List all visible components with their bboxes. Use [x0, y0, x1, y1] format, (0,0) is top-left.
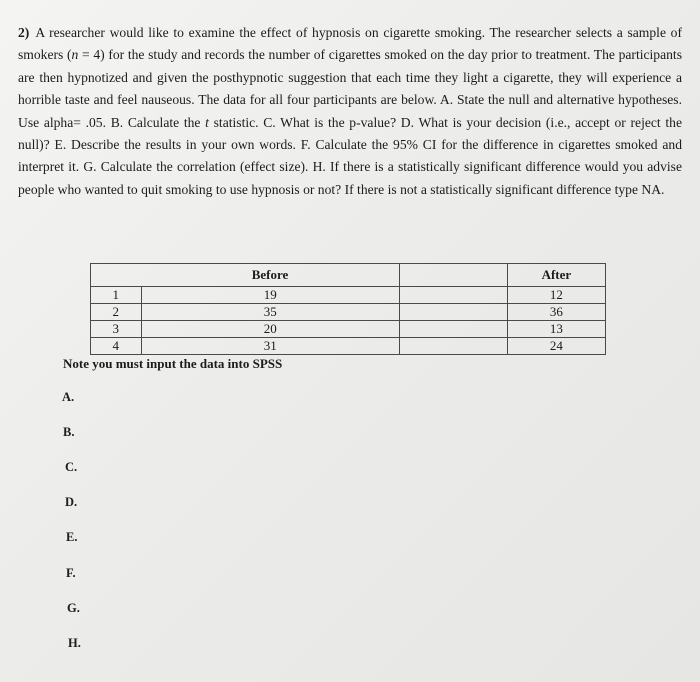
t-symbol: t: [205, 114, 209, 130]
row-gap: [399, 321, 507, 338]
row-after: 36: [507, 304, 605, 321]
row-id: 3: [91, 321, 142, 338]
row-gap: [399, 287, 507, 304]
header-gap: [399, 264, 507, 287]
row-id: 2: [91, 304, 142, 321]
answer-label-b: B.: [63, 425, 75, 439]
spss-note: Note you must input the data into SPSS: [63, 356, 283, 371]
row-after: 24: [507, 338, 605, 355]
row-before: 20: [141, 321, 399, 338]
row-gap: [399, 304, 507, 321]
question-number: 2): [18, 25, 30, 40]
answer-label-f: F.: [66, 566, 76, 580]
question-text-2: = 4) for the study and records the number of cigarettes smoked on the day prior to treatment. The participants are then hypnotized and given the posthypnotic suggestion that each time they light a cigarette, they will experience a horrible taste and feel nauseous. The data for all four participants are below. A. State the null and alternative hypotheses. Use alpha= .05. B. Calculate the: [18, 47, 683, 130]
row-gap: [399, 338, 507, 355]
data-table: [90, 263, 606, 355]
row-id: 1: [91, 287, 142, 304]
row-id: 4: [91, 338, 142, 355]
answer-label-a: A.: [62, 390, 75, 404]
row-before: 35: [141, 304, 399, 321]
table-row: [91, 338, 606, 355]
answer-label-c: C.: [65, 460, 78, 474]
answer-label-h: H.: [68, 636, 81, 650]
row-before: 31: [141, 338, 399, 355]
table-row: [91, 287, 606, 304]
row-after: 13: [507, 321, 605, 338]
question-text-3: statistic. C. What is the p-value? D. What is your decision (i.e., accept or reject the null)? E. Describe the results in your own words. F. Calculate the 95% CI for the difference in cigarettes smoked and interpret it. G. Calculate the correlation (effect size). H. If there is a statistically significant difference would you advise people who wanted to quit smoking to use hypnosis or not? If there is not a statistically significant difference type NA.: [18, 114, 682, 197]
table-header-row: [91, 264, 606, 287]
header-before: Before: [141, 264, 399, 287]
question-paragraph: [18, 22, 682, 201]
question-text-1: A researcher would like to examine the effect of hypnosis on cigarette smoking. The researcher selects a sample of smokers (: [18, 25, 682, 63]
n-symbol: n: [71, 47, 79, 63]
table-row: [91, 321, 606, 338]
row-after: 12: [507, 287, 605, 304]
answer-label-e: E.: [66, 530, 78, 544]
table-row: [91, 304, 606, 321]
row-before: 19: [141, 287, 399, 304]
answer-label-g: G.: [67, 601, 80, 615]
answer-label-d: D.: [65, 495, 78, 509]
header-after: After: [507, 264, 605, 287]
header-id: [91, 264, 142, 287]
